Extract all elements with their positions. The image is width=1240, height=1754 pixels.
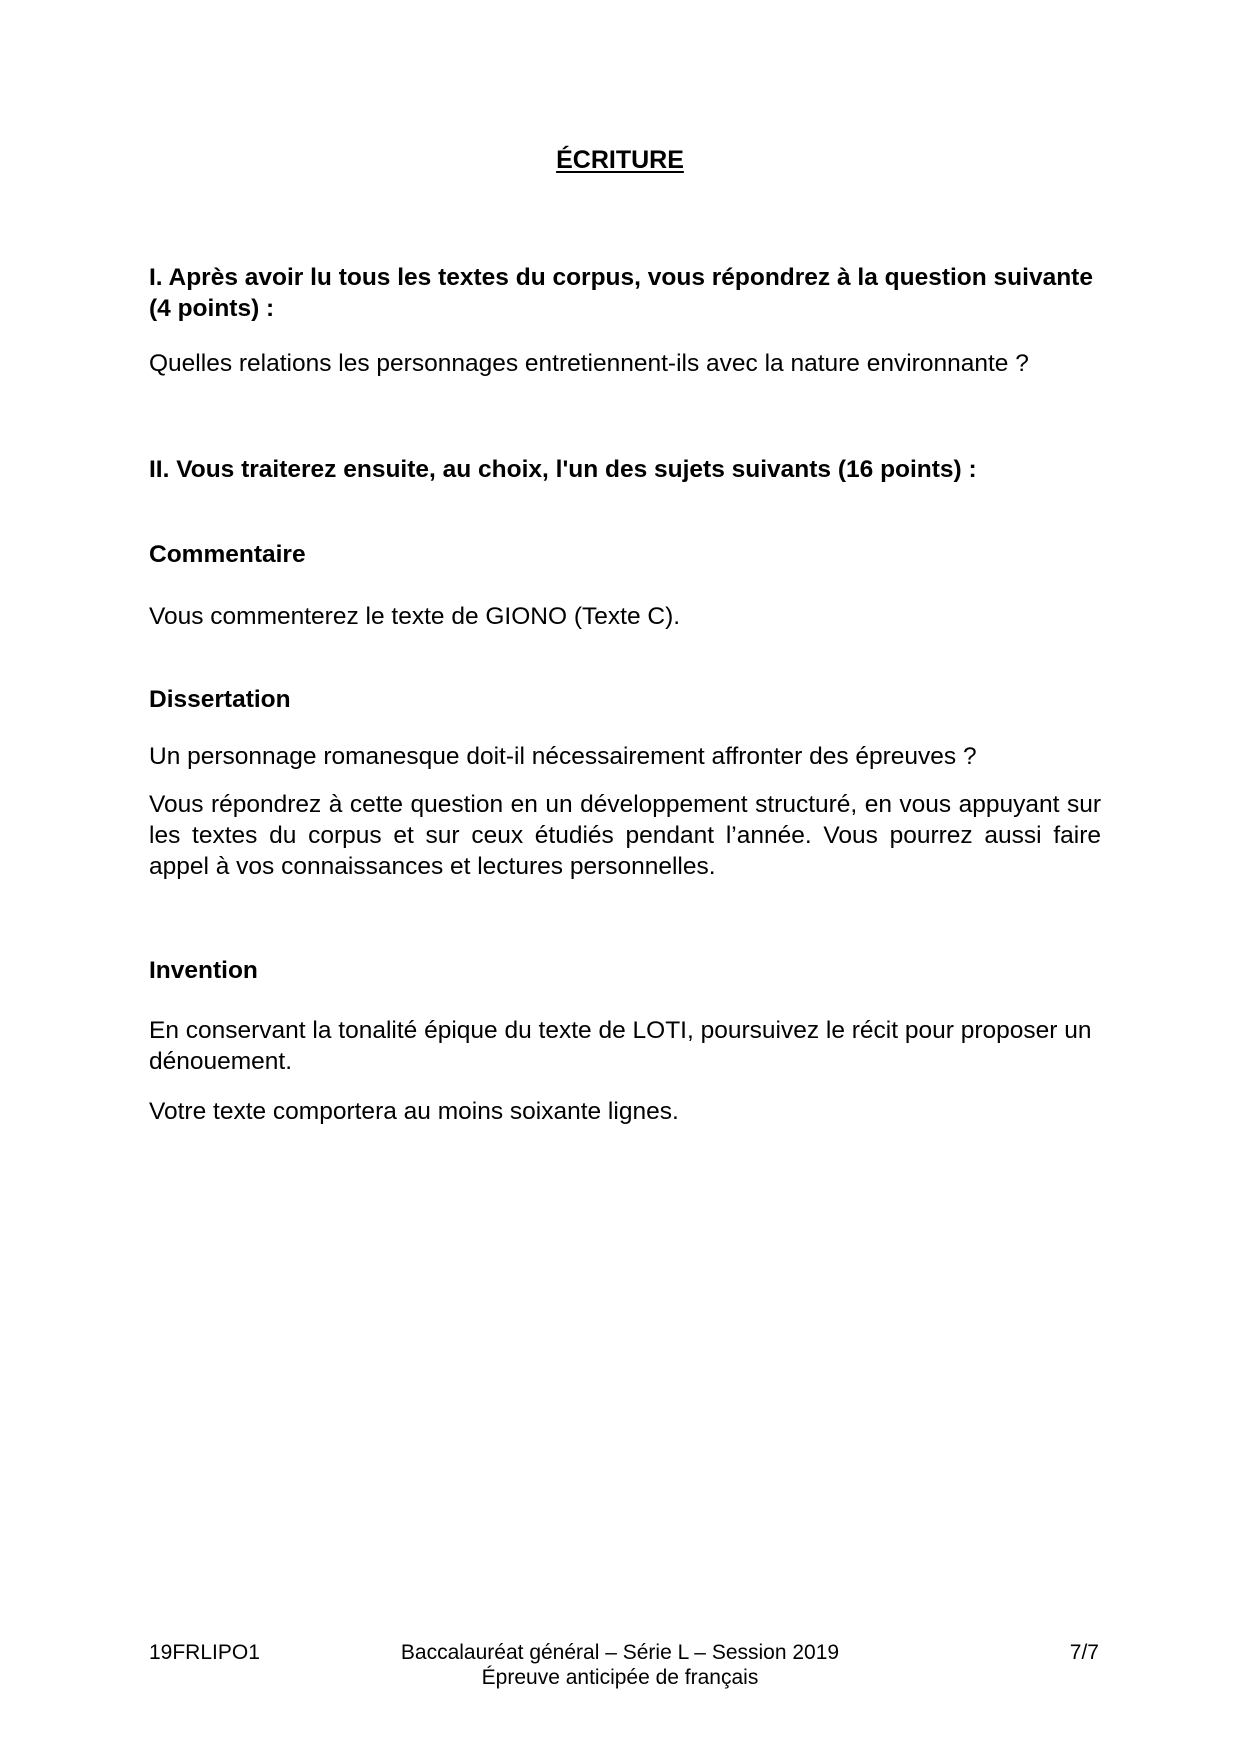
invention-text: En conservant la tonalité épique du texte de LOTI, poursuivez le récit pour proposer un dénouement. — [149, 1017, 1092, 1075]
page-title: ÉCRITURE — [556, 146, 684, 174]
question-text: Quelles relations les personnages entretiennent-ils avec la nature environnante ? — [149, 350, 1029, 377]
footer-exam-line1: Baccalauréat général – Série L – Session 2019 — [400, 1641, 840, 1664]
footer-code: 19FRLIPO1 — [149, 1641, 260, 1664]
question-heading: I. Après avoir lu tous les textes du corpus, vous répondrez à la question suivante (4 points) : — [149, 264, 1093, 322]
subjects-heading: II. Vous traiterez ensuite, au choix, l'un des sujets suivants (16 points) : — [149, 456, 977, 483]
commentaire-heading: Commentaire — [149, 541, 306, 568]
invention-length: Votre texte comportera au moins soixante lignes. — [149, 1098, 679, 1125]
footer-exam-line2: Épreuve anticipée de français — [481, 1666, 759, 1689]
dissertation-instructions: Vous répondrez à cette question en un développement structuré, en vous appuyant sur les textes du corpus et sur ceux étudiés pendant l’année. Vous pourrez aussi faire appel à vos connaissances et lectures personnelles. — [149, 791, 1101, 880]
dissertation-heading: Dissertation — [149, 686, 291, 713]
footer-page-number: 7/7 — [1069, 1641, 1099, 1664]
invention-heading: Invention — [149, 957, 258, 984]
commentaire-text: Vous commenterez le texte de GIONO (Texte C). — [149, 603, 681, 630]
footer-exam-info — [320, 1640, 920, 1690]
dissertation-question: Un personnage romanesque doit-il nécessairement affronter des épreuves ? — [149, 743, 977, 770]
